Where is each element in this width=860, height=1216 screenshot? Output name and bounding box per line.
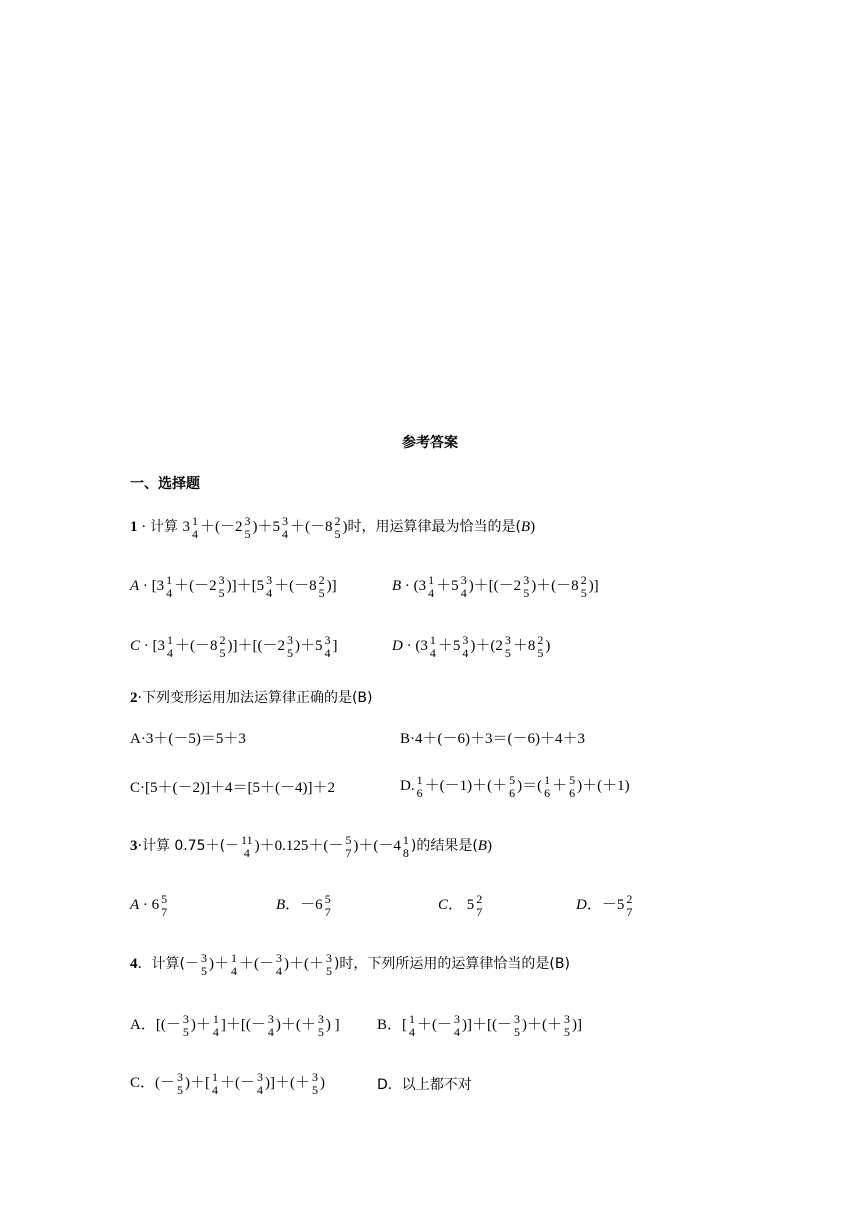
question-1-option-d: D · (3 1 4 ＋5 3 4 )＋(2 3 5 ＋8 2 5 )	[392, 633, 551, 660]
page-title: 参考答案	[402, 435, 458, 451]
question-1-option-b: B · (3 1 4 ＋5 3 4 )＋[(－2 3 5 )＋(－8 2 5 )]	[392, 573, 599, 600]
question-2-option-b: B·4＋(－6)＋3＝(－6)＋4＋3	[400, 731, 585, 747]
question-4-stem: 4．计算(－ 3 5 )＋ 1 4 ＋(－ 3 4 )＋(＋ 3 5 )时，下列所运用的运算律恰当的是(B)	[130, 951, 570, 978]
section-heading: 一、选择题	[130, 476, 200, 492]
question-4-option-c: C．(－ 3 5 )＋[ 1 4 ＋(－ 3 4 )]＋(＋ 3 5 )	[130, 1070, 326, 1097]
question-2-stem: 2·下列变形运用加法运算律正确的是(B)	[130, 690, 373, 706]
question-3-option-a: A · 6 5 7	[130, 892, 168, 919]
question-4-option-a: A．[(－ 3 5 )＋ 1 4 ]＋[(－ 3 4 )＋(＋ 3 5 ) ]	[130, 1012, 340, 1039]
question-4-option-b: B．[ 1 4 ＋(－ 3 4 )]＋[(－ 3 5 )＋(＋ 3 5 )]	[377, 1012, 582, 1039]
question-3-option-b: B．－6 5 7	[276, 892, 331, 919]
question-2-option-d: D. 1 6 ＋(－1)＋(＋ 5 6 )＝( 1 6 ＋ 5 6 )＋(＋1)	[400, 773, 630, 800]
question-1-stem: 1 · 计算 3 1 4 ＋(－2 3 5 )＋5 3 4 ＋(－8 2 5 )时，用运算律最为恰当的是(B)	[130, 514, 536, 541]
question-3-option-d: D．－5 2 7	[576, 892, 633, 919]
question-3-stem: 3·计算 0.75＋(－ 11 4 )＋0.125＋(－ 5 7 )＋(－4 1 8 )的结果是(B)	[130, 833, 492, 860]
question-2-option-c: C·[5＋(－2)]＋4＝[5＋(－4)]＋2	[130, 780, 335, 796]
question-1-option-c: C · [3 1 4 ＋(－8 2 5 )]＋[(－2 3 5 )＋5 3 4 ]	[130, 633, 338, 660]
question-4-option-d: D．以上都不对	[377, 1077, 472, 1093]
question-3-option-c: C． 5 2 7	[438, 892, 483, 919]
question-2-option-a: A·3＋(－5)＝5＋3	[130, 731, 246, 747]
question-1-option-a: A · [3 1 4 ＋(－2 3 5 )]＋[5 3 4 ＋(－8 2 5 )]	[130, 573, 337, 600]
